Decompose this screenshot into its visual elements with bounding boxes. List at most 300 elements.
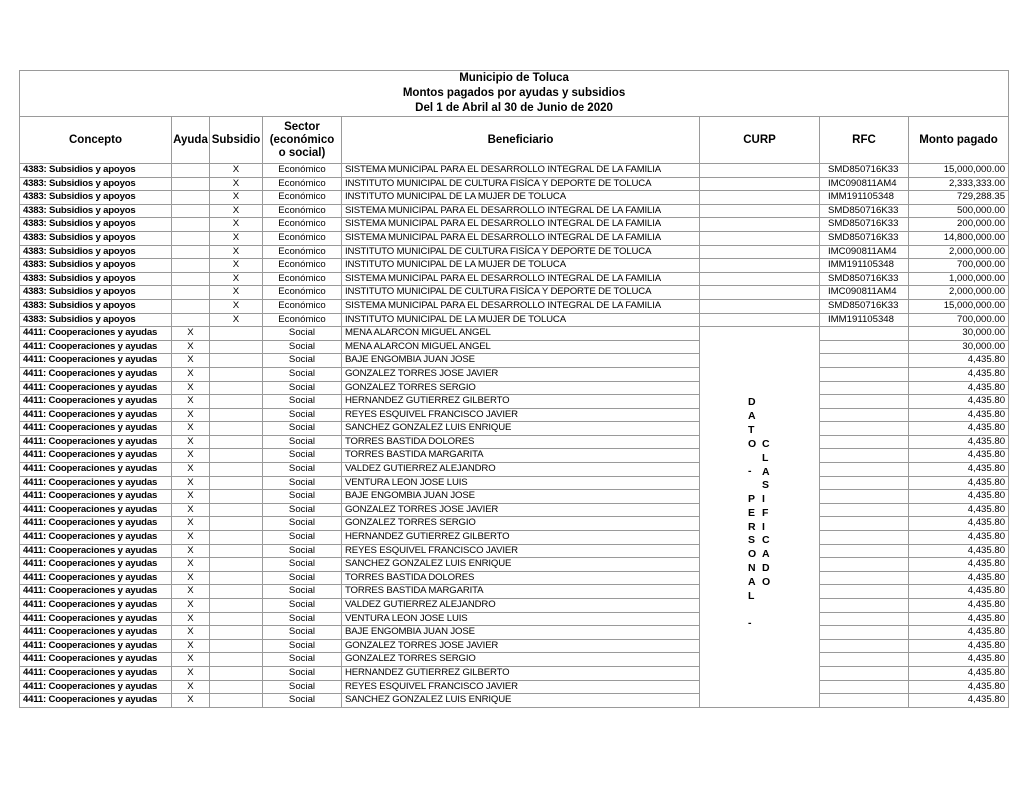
sector-cell: Social bbox=[263, 544, 342, 558]
concepto-cell: 4411: Cooperaciones y ayudas bbox=[20, 463, 172, 477]
concepto-cell: 4411: Cooperaciones y ayudas bbox=[20, 381, 172, 395]
redaction-letter-right: D bbox=[762, 562, 770, 575]
ayuda-cell bbox=[172, 191, 210, 205]
table-row bbox=[20, 340, 1009, 354]
beneficiario-cell: INSTITUTO MUNICIPAL DE CULTURA FISÍCA Y DEPORTE DE TOLUCA bbox=[342, 286, 700, 300]
table-row bbox=[20, 204, 1009, 218]
redaction-letter-left: R bbox=[748, 521, 756, 534]
beneficiario-cell: BAJE ENGOMBIA JUAN JOSE bbox=[342, 490, 700, 504]
table-row bbox=[20, 639, 1009, 653]
table-row bbox=[20, 626, 1009, 640]
sector-cell: Económico bbox=[263, 177, 342, 191]
subsidio-cell: X bbox=[210, 177, 263, 191]
redaction-letter-left: O bbox=[748, 548, 757, 561]
ayuda-cell: X bbox=[172, 340, 210, 354]
table-row bbox=[20, 531, 1009, 545]
ayuda-cell: X bbox=[172, 571, 210, 585]
sector-cell: Económico bbox=[263, 313, 342, 327]
rfc-cell bbox=[820, 680, 909, 694]
beneficiario-cell: SISTEMA MUNICIPAL PARA EL DESARROLLO INTEGRAL DE LA FAMILIA bbox=[342, 218, 700, 232]
sector-cell: Social bbox=[263, 694, 342, 708]
redaction-letter-right: O bbox=[762, 576, 771, 589]
monto-cell: 15,000,000.00 bbox=[909, 299, 1009, 313]
beneficiario-cell: VALDEZ GUTIERREZ ALEJANDRO bbox=[342, 599, 700, 613]
concepto-cell: 4411: Cooperaciones y ayudas bbox=[20, 666, 172, 680]
concepto-cell: 4383: Subsidios y apoyos bbox=[20, 313, 172, 327]
ayuda-cell: X bbox=[172, 463, 210, 477]
ayuda-cell: X bbox=[172, 680, 210, 694]
monto-cell: 4,435.80 bbox=[909, 435, 1009, 449]
rfc-cell bbox=[820, 367, 909, 381]
ayuda-cell: X bbox=[172, 599, 210, 613]
ayuda-cell: X bbox=[172, 395, 210, 409]
rfc-cell bbox=[820, 449, 909, 463]
monto-cell: 4,435.80 bbox=[909, 490, 1009, 504]
table-row bbox=[20, 286, 1009, 300]
beneficiario-cell: HERNANDEZ GUTIERREZ GILBERTO bbox=[342, 531, 700, 545]
table-row bbox=[20, 680, 1009, 694]
subsidio-cell bbox=[210, 435, 263, 449]
subsidio-cell: X bbox=[210, 191, 263, 205]
beneficiario-cell: REYES ESQUIVEL FRANCISCO JAVIER bbox=[342, 680, 700, 694]
ayuda-cell: X bbox=[172, 653, 210, 667]
concepto-cell: 4411: Cooperaciones y ayudas bbox=[20, 612, 172, 626]
sector-cell: Económico bbox=[263, 259, 342, 273]
ayuda-cell: X bbox=[172, 449, 210, 463]
column-header-sector: Sector (económico o social) bbox=[263, 117, 342, 164]
sector-cell: Social bbox=[263, 517, 342, 531]
sector-cell: Social bbox=[263, 367, 342, 381]
subsidio-cell: X bbox=[210, 245, 263, 259]
ayuda-cell: X bbox=[172, 558, 210, 572]
rfc-cell bbox=[820, 395, 909, 409]
sector-cell: Económico bbox=[263, 272, 342, 286]
subsidio-cell bbox=[210, 585, 263, 599]
ayuda-cell: X bbox=[172, 585, 210, 599]
ayuda-cell: X bbox=[172, 694, 210, 708]
subsidio-cell bbox=[210, 558, 263, 572]
concepto-cell: 4411: Cooperaciones y ayudas bbox=[20, 354, 172, 368]
rfc-cell: IMC090811AM4 bbox=[820, 245, 909, 259]
ayuda-cell bbox=[172, 286, 210, 300]
sector-cell: Económico bbox=[263, 245, 342, 259]
sector-cell: Social bbox=[263, 531, 342, 545]
subsidio-cell: X bbox=[210, 218, 263, 232]
redaction-letter-left: T bbox=[748, 424, 755, 437]
table-row bbox=[20, 354, 1009, 368]
table-row bbox=[20, 259, 1009, 273]
rfc-cell: IMM191105348 bbox=[820, 259, 909, 273]
curp-cell bbox=[700, 218, 820, 232]
sector-cell: Social bbox=[263, 395, 342, 409]
beneficiario-cell: BAJE ENGOMBIA JUAN JOSE bbox=[342, 354, 700, 368]
monto-cell: 4,435.80 bbox=[909, 653, 1009, 667]
monto-cell: 4,435.80 bbox=[909, 531, 1009, 545]
sector-cell: Social bbox=[263, 680, 342, 694]
monto-cell: 4,435.80 bbox=[909, 585, 1009, 599]
redaction-letter-right: A bbox=[762, 548, 770, 561]
table-row bbox=[20, 245, 1009, 259]
beneficiario-cell: TORRES BASTIDA DOLORES bbox=[342, 435, 700, 449]
beneficiario-cell: SANCHEZ GONZALEZ LUIS ENRIQUE bbox=[342, 558, 700, 572]
concepto-cell: 4411: Cooperaciones y ayudas bbox=[20, 571, 172, 585]
sector-cell: Económico bbox=[263, 204, 342, 218]
ayuda-cell bbox=[172, 204, 210, 218]
sector-cell: Social bbox=[263, 449, 342, 463]
beneficiario-cell: SANCHEZ GONZALEZ LUIS ENRIQUE bbox=[342, 694, 700, 708]
beneficiario-cell: SISTEMA MUNICIPAL PARA EL DESARROLLO INTEGRAL DE LA FAMILIA bbox=[342, 272, 700, 286]
rfc-cell: SMD850716K33 bbox=[820, 218, 909, 232]
table-row bbox=[20, 558, 1009, 572]
subsidio-cell bbox=[210, 327, 263, 341]
rfc-cell: IMM191105348 bbox=[820, 313, 909, 327]
ayuda-cell: X bbox=[172, 666, 210, 680]
table-row bbox=[20, 299, 1009, 313]
rfc-cell: SMD850716K33 bbox=[820, 231, 909, 245]
report-title: Municipio de Toluca bbox=[20, 71, 1009, 87]
table-row bbox=[20, 694, 1009, 708]
ayuda-cell: X bbox=[172, 354, 210, 368]
rfc-cell bbox=[820, 435, 909, 449]
table-row bbox=[20, 599, 1009, 613]
redaction-letter-right: S bbox=[762, 479, 770, 492]
beneficiario-cell: GONZALEZ TORRES SERGIO bbox=[342, 653, 700, 667]
rfc-cell bbox=[820, 381, 909, 395]
monto-cell: 4,435.80 bbox=[909, 599, 1009, 613]
monto-cell: 700,000.00 bbox=[909, 313, 1009, 327]
beneficiario-cell: SISTEMA MUNICIPAL PARA EL DESARROLLO INTEGRAL DE LA FAMILIA bbox=[342, 231, 700, 245]
table-row bbox=[20, 327, 1009, 341]
subsidio-cell bbox=[210, 490, 263, 504]
beneficiario-cell: HERNANDEZ GUTIERREZ GILBERTO bbox=[342, 395, 700, 409]
sector-cell: Social bbox=[263, 463, 342, 477]
column-header-row bbox=[20, 117, 1009, 164]
subsidio-cell bbox=[210, 626, 263, 640]
rfc-cell: SMD850716K33 bbox=[820, 272, 909, 286]
ayuda-cell: X bbox=[172, 531, 210, 545]
curp-cell bbox=[700, 177, 820, 191]
subsidio-cell bbox=[210, 354, 263, 368]
table-row bbox=[20, 164, 1009, 178]
monto-cell: 4,435.80 bbox=[909, 449, 1009, 463]
concepto-cell: 4411: Cooperaciones y ayudas bbox=[20, 531, 172, 545]
rfc-cell bbox=[820, 626, 909, 640]
ayuda-cell bbox=[172, 299, 210, 313]
table-row bbox=[20, 612, 1009, 626]
monto-cell: 4,435.80 bbox=[909, 626, 1009, 640]
beneficiario-cell: GONZALEZ TORRES JOSE JAVIER bbox=[342, 639, 700, 653]
curp-cell bbox=[700, 164, 820, 178]
monto-cell: 4,435.80 bbox=[909, 544, 1009, 558]
rfc-cell bbox=[820, 476, 909, 490]
ayuda-cell: X bbox=[172, 408, 210, 422]
beneficiario-cell: REYES ESQUIVEL FRANCISCO JAVIER bbox=[342, 408, 700, 422]
sector-cell: Social bbox=[263, 666, 342, 680]
rfc-cell: SMD850716K33 bbox=[820, 204, 909, 218]
concepto-cell: 4383: Subsidios y apoyos bbox=[20, 204, 172, 218]
rfc-cell bbox=[820, 408, 909, 422]
sector-cell: Económico bbox=[263, 164, 342, 178]
monto-cell: 4,435.80 bbox=[909, 558, 1009, 572]
redaction-letter-right: I bbox=[762, 493, 765, 506]
redaction-letter-right: L bbox=[762, 452, 769, 465]
rfc-cell bbox=[820, 585, 909, 599]
redaction-letter-right: C bbox=[762, 438, 770, 451]
subsidio-cell bbox=[210, 449, 263, 463]
rfc-cell bbox=[820, 653, 909, 667]
monto-cell: 14,800,000.00 bbox=[909, 231, 1009, 245]
beneficiario-cell: TORRES BASTIDA MARGARITA bbox=[342, 585, 700, 599]
rfc-cell bbox=[820, 639, 909, 653]
rfc-cell: IMC090811AM4 bbox=[820, 177, 909, 191]
monto-cell: 1,000,000.00 bbox=[909, 272, 1009, 286]
rfc-cell bbox=[820, 694, 909, 708]
ayuda-cell: X bbox=[172, 381, 210, 395]
beneficiario-cell: GONZALEZ TORRES JOSE JAVIER bbox=[342, 367, 700, 381]
subsidio-cell: X bbox=[210, 231, 263, 245]
redaction-letter-right: A bbox=[762, 466, 770, 479]
table-row bbox=[20, 218, 1009, 232]
concepto-cell: 4411: Cooperaciones y ayudas bbox=[20, 476, 172, 490]
monto-cell: 200,000.00 bbox=[909, 218, 1009, 232]
monto-cell: 4,435.80 bbox=[909, 408, 1009, 422]
curp-cell bbox=[700, 245, 820, 259]
subsidio-cell bbox=[210, 422, 263, 436]
beneficiario-cell: GONZALEZ TORRES SERGIO bbox=[342, 381, 700, 395]
table-row bbox=[20, 435, 1009, 449]
sector-cell: Social bbox=[263, 490, 342, 504]
ayuda-cell: X bbox=[172, 476, 210, 490]
table-row bbox=[20, 490, 1009, 504]
table-row bbox=[20, 395, 1009, 409]
redaction-letter-right: I bbox=[762, 521, 765, 534]
beneficiario-cell: INSTITUTO MUNICIPAL DE CULTURA FISÍCA Y DEPORTE DE TOLUCA bbox=[342, 245, 700, 259]
subsidio-cell bbox=[210, 666, 263, 680]
rfc-cell: SMD850716K33 bbox=[820, 299, 909, 313]
monto-cell: 4,435.80 bbox=[909, 639, 1009, 653]
subsidio-cell bbox=[210, 653, 263, 667]
monto-cell: 2,000,000.00 bbox=[909, 245, 1009, 259]
beneficiario-cell: MENA ALARCON MIGUEL ANGEL bbox=[342, 327, 700, 341]
curp-cell bbox=[700, 299, 820, 313]
subsidio-cell bbox=[210, 680, 263, 694]
concepto-cell: 4411: Cooperaciones y ayudas bbox=[20, 599, 172, 613]
monto-cell: 4,435.80 bbox=[909, 571, 1009, 585]
ayuda-cell bbox=[172, 272, 210, 286]
table-row bbox=[20, 517, 1009, 531]
monto-cell: 4,435.80 bbox=[909, 612, 1009, 626]
concepto-cell: 4383: Subsidios y apoyos bbox=[20, 259, 172, 273]
rfc-cell bbox=[820, 327, 909, 341]
column-header-curp: CURP bbox=[700, 117, 820, 164]
beneficiario-cell: MENA ALARCON MIGUEL ANGEL bbox=[342, 340, 700, 354]
sector-cell: Social bbox=[263, 381, 342, 395]
sector-cell: Social bbox=[263, 626, 342, 640]
ayuda-cell: X bbox=[172, 544, 210, 558]
table-row bbox=[20, 381, 1009, 395]
beneficiario-cell: INSTITUTO MUNICIPAL DE LA MUJER DE TOLUCA bbox=[342, 191, 700, 205]
sector-cell: Económico bbox=[263, 299, 342, 313]
ayuda-cell: X bbox=[172, 367, 210, 381]
table-row bbox=[20, 544, 1009, 558]
rfc-cell bbox=[820, 490, 909, 504]
monto-cell: 4,435.80 bbox=[909, 463, 1009, 477]
redaction-letter-left: A bbox=[748, 576, 756, 589]
ayuda-cell bbox=[172, 177, 210, 191]
ayuda-cell bbox=[172, 313, 210, 327]
table-row bbox=[20, 177, 1009, 191]
ayuda-cell: X bbox=[172, 517, 210, 531]
concepto-cell: 4383: Subsidios y apoyos bbox=[20, 231, 172, 245]
concepto-cell: 4411: Cooperaciones y ayudas bbox=[20, 544, 172, 558]
table-row bbox=[20, 191, 1009, 205]
sector-cell: Económico bbox=[263, 231, 342, 245]
subsidio-cell bbox=[210, 367, 263, 381]
rfc-cell bbox=[820, 544, 909, 558]
sector-cell: Social bbox=[263, 340, 342, 354]
concepto-cell: 4383: Subsidios y apoyos bbox=[20, 218, 172, 232]
subsidio-cell bbox=[210, 544, 263, 558]
redaction-letter-left: D bbox=[748, 396, 756, 409]
ayuda-cell: X bbox=[172, 612, 210, 626]
concepto-cell: 4411: Cooperaciones y ayudas bbox=[20, 327, 172, 341]
rfc-cell bbox=[820, 531, 909, 545]
sector-cell: Económico bbox=[263, 286, 342, 300]
concepto-cell: 4411: Cooperaciones y ayudas bbox=[20, 639, 172, 653]
subsidio-cell: X bbox=[210, 272, 263, 286]
curp-cell bbox=[700, 313, 820, 327]
rfc-cell: SMD850716K33 bbox=[820, 164, 909, 178]
monto-cell: 500,000.00 bbox=[909, 204, 1009, 218]
monto-cell: 4,435.80 bbox=[909, 476, 1009, 490]
rfc-cell bbox=[820, 571, 909, 585]
subsidio-cell bbox=[210, 531, 263, 545]
concepto-cell: 4411: Cooperaciones y ayudas bbox=[20, 422, 172, 436]
concepto-cell: 4411: Cooperaciones y ayudas bbox=[20, 517, 172, 531]
concepto-cell: 4411: Cooperaciones y ayudas bbox=[20, 503, 172, 517]
subsidio-cell: X bbox=[210, 299, 263, 313]
ayuda-cell: X bbox=[172, 639, 210, 653]
concepto-cell: 4411: Cooperaciones y ayudas bbox=[20, 680, 172, 694]
monto-cell: 30,000.00 bbox=[909, 327, 1009, 341]
redaction-letter-left: - bbox=[748, 617, 752, 630]
curp-cell bbox=[700, 191, 820, 205]
report-sheet bbox=[19, 70, 1008, 708]
monto-cell: 729,288.35 bbox=[909, 191, 1009, 205]
table-row bbox=[20, 408, 1009, 422]
monto-cell: 4,435.80 bbox=[909, 517, 1009, 531]
concepto-cell: 4411: Cooperaciones y ayudas bbox=[20, 490, 172, 504]
sector-cell: Económico bbox=[263, 191, 342, 205]
beneficiario-cell: SISTEMA MUNICIPAL PARA EL DESARROLLO INTEGRAL DE LA FAMILIA bbox=[342, 299, 700, 313]
sector-cell: Social bbox=[263, 435, 342, 449]
curp-cell bbox=[700, 272, 820, 286]
subsidio-cell: X bbox=[210, 259, 263, 273]
redaction-letter-left: L bbox=[748, 590, 755, 603]
concepto-cell: 4383: Subsidios y apoyos bbox=[20, 191, 172, 205]
concepto-cell: 4411: Cooperaciones y ayudas bbox=[20, 653, 172, 667]
concepto-cell: 4383: Subsidios y apoyos bbox=[20, 299, 172, 313]
table-row bbox=[20, 367, 1009, 381]
monto-cell: 4,435.80 bbox=[909, 680, 1009, 694]
sector-cell: Social bbox=[263, 327, 342, 341]
column-header-beneficiario: Beneficiario bbox=[342, 117, 700, 164]
table-row bbox=[20, 313, 1009, 327]
rfc-cell bbox=[820, 558, 909, 572]
redaction-letter-right: C bbox=[762, 534, 770, 547]
monto-cell: 4,435.80 bbox=[909, 354, 1009, 368]
table-body bbox=[20, 164, 1009, 708]
sector-cell: Social bbox=[263, 585, 342, 599]
sector-cell: Social bbox=[263, 612, 342, 626]
monto-cell: 15,000,000.00 bbox=[909, 164, 1009, 178]
subsidio-cell bbox=[210, 517, 263, 531]
beneficiario-cell: GONZALEZ TORRES SERGIO bbox=[342, 517, 700, 531]
ayuda-cell bbox=[172, 259, 210, 273]
concepto-cell: 4411: Cooperaciones y ayudas bbox=[20, 340, 172, 354]
table-row bbox=[20, 666, 1009, 680]
sector-cell: Social bbox=[263, 599, 342, 613]
ayuda-cell bbox=[172, 245, 210, 259]
ayuda-cell: X bbox=[172, 626, 210, 640]
redaction-letter-left: P bbox=[748, 493, 756, 506]
subsidio-cell bbox=[210, 639, 263, 653]
table-row bbox=[20, 231, 1009, 245]
ayuda-cell: X bbox=[172, 422, 210, 436]
redaction-letter-left: O bbox=[748, 438, 757, 451]
rfc-cell bbox=[820, 503, 909, 517]
concepto-cell: 4383: Subsidios y apoyos bbox=[20, 177, 172, 191]
concepto-cell: 4383: Subsidios y apoyos bbox=[20, 272, 172, 286]
subsidio-cell bbox=[210, 340, 263, 354]
beneficiario-cell: REYES ESQUIVEL FRANCISCO JAVIER bbox=[342, 544, 700, 558]
concepto-cell: 4411: Cooperaciones y ayudas bbox=[20, 395, 172, 409]
table-row bbox=[20, 272, 1009, 286]
redaction-letter-left: - bbox=[748, 465, 752, 478]
subsidio-cell: X bbox=[210, 313, 263, 327]
curp-cell bbox=[700, 259, 820, 273]
rfc-cell bbox=[820, 354, 909, 368]
subsidio-cell bbox=[210, 463, 263, 477]
subsidio-cell bbox=[210, 408, 263, 422]
curp-cell bbox=[700, 286, 820, 300]
redaction-letter-left: S bbox=[748, 534, 756, 547]
beneficiario-cell: VENTURA LEON JOSE LUIS bbox=[342, 612, 700, 626]
concepto-cell: 4411: Cooperaciones y ayudas bbox=[20, 435, 172, 449]
beneficiario-cell: INSTITUTO MUNICIPAL DE CULTURA FISÍCA Y DEPORTE DE TOLUCA bbox=[342, 177, 700, 191]
sector-cell: Social bbox=[263, 422, 342, 436]
table-row bbox=[20, 653, 1009, 667]
sector-cell: Social bbox=[263, 354, 342, 368]
subsidio-cell bbox=[210, 503, 263, 517]
subsidio-cell bbox=[210, 612, 263, 626]
sector-cell: Social bbox=[263, 639, 342, 653]
concepto-cell: 4411: Cooperaciones y ayudas bbox=[20, 408, 172, 422]
beneficiario-cell: BAJE ENGOMBIA JUAN JOSE bbox=[342, 626, 700, 640]
rfc-cell bbox=[820, 340, 909, 354]
sector-cell: Social bbox=[263, 476, 342, 490]
rfc-cell: IMM191105348 bbox=[820, 191, 909, 205]
ayuda-cell bbox=[172, 164, 210, 178]
ayuda-cell bbox=[172, 218, 210, 232]
monto-cell: 4,435.80 bbox=[909, 666, 1009, 680]
redaction-letter-right: F bbox=[762, 507, 769, 520]
sector-cell: Social bbox=[263, 558, 342, 572]
subsidio-cell bbox=[210, 599, 263, 613]
table-row bbox=[20, 503, 1009, 517]
column-header-monto: Monto pagado bbox=[909, 117, 1009, 164]
column-header-rfc: RFC bbox=[820, 117, 909, 164]
